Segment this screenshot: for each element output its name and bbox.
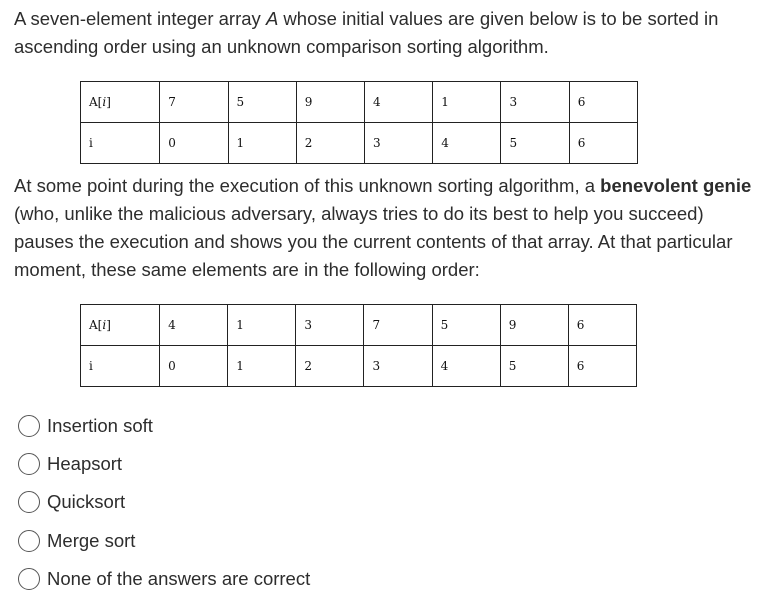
index-cell: 0 — [160, 123, 228, 164]
index-cell: 5 — [501, 123, 569, 164]
value-cell: 3 — [296, 305, 364, 346]
question-middle: At some point during the execution of this unknown sorting algorithm, a benevolent genie (who, unlike the malicious adversary, always tries to do its best to help you succeed) pauses the execution and shows you the current contents of that array. At that particular moment, these same elements are in the following order: — [14, 175, 752, 280]
value-cell: 3 — [501, 82, 569, 123]
index-cell: 6 — [569, 123, 637, 164]
index-cell: 3 — [364, 346, 432, 387]
radio-button[interactable] — [18, 415, 40, 437]
option-label: Insertion soft — [47, 415, 153, 437]
option-heapsort[interactable] — [18, 445, 310, 483]
index-cell: 5 — [500, 346, 568, 387]
option-insertion-sort[interactable] — [18, 407, 310, 445]
option-label: Heapsort — [47, 453, 123, 475]
option-none-correct[interactable] — [18, 560, 310, 598]
option-label: Quicksort — [47, 491, 126, 513]
values-row — [81, 305, 637, 346]
index-cell: 2 — [296, 123, 364, 164]
value-cell: 1 — [433, 82, 501, 123]
value-cell: 6 — [568, 305, 636, 346]
value-cell: 5 — [432, 305, 500, 346]
value-cell: 9 — [296, 82, 364, 123]
option-label: None of the answers are correct — [47, 567, 311, 589]
question-intro: A seven-element integer array A whose initial values are given below is to be sorted in ascending order using an unknown comparison sorting algorithm. — [14, 8, 719, 57]
value-cell: 6 — [569, 82, 637, 123]
index-cell: 2 — [296, 346, 364, 387]
value-cell: 4 — [364, 82, 432, 123]
array-variable: A — [265, 8, 279, 29]
radio-button[interactable] — [18, 568, 40, 590]
value-cell: 7 — [160, 82, 228, 123]
paused-array-table — [80, 304, 637, 387]
radio-button[interactable] — [18, 491, 40, 513]
index-cell: 0 — [160, 346, 228, 387]
value-cell: 1 — [228, 305, 296, 346]
option-label: Merge sort — [47, 529, 136, 551]
bold-term: benevolent genie — [600, 175, 752, 196]
row-label-index: i — [81, 346, 160, 387]
indices-row — [81, 123, 638, 164]
row-label-index: i — [81, 123, 160, 164]
initial-array-table — [80, 81, 638, 164]
row-label-values: A[i] — [81, 305, 160, 346]
indices-row — [81, 346, 637, 387]
radio-button[interactable] — [18, 453, 40, 475]
index-cell: 6 — [568, 346, 636, 387]
value-cell: 5 — [228, 82, 296, 123]
option-quicksort[interactable] — [18, 483, 310, 521]
index-cell: 4 — [433, 123, 501, 164]
radio-button[interactable] — [18, 530, 40, 552]
value-cell: 4 — [160, 305, 228, 346]
index-cell: 4 — [432, 346, 500, 387]
answer-options — [18, 407, 310, 598]
index-cell: 1 — [228, 346, 296, 387]
value-cell: 9 — [500, 305, 568, 346]
index-cell: 3 — [364, 123, 432, 164]
index-cell: 1 — [228, 123, 296, 164]
values-row — [81, 82, 638, 123]
row-label-values: A[i] — [81, 82, 160, 123]
option-merge-sort[interactable] — [18, 522, 310, 560]
value-cell: 7 — [364, 305, 432, 346]
